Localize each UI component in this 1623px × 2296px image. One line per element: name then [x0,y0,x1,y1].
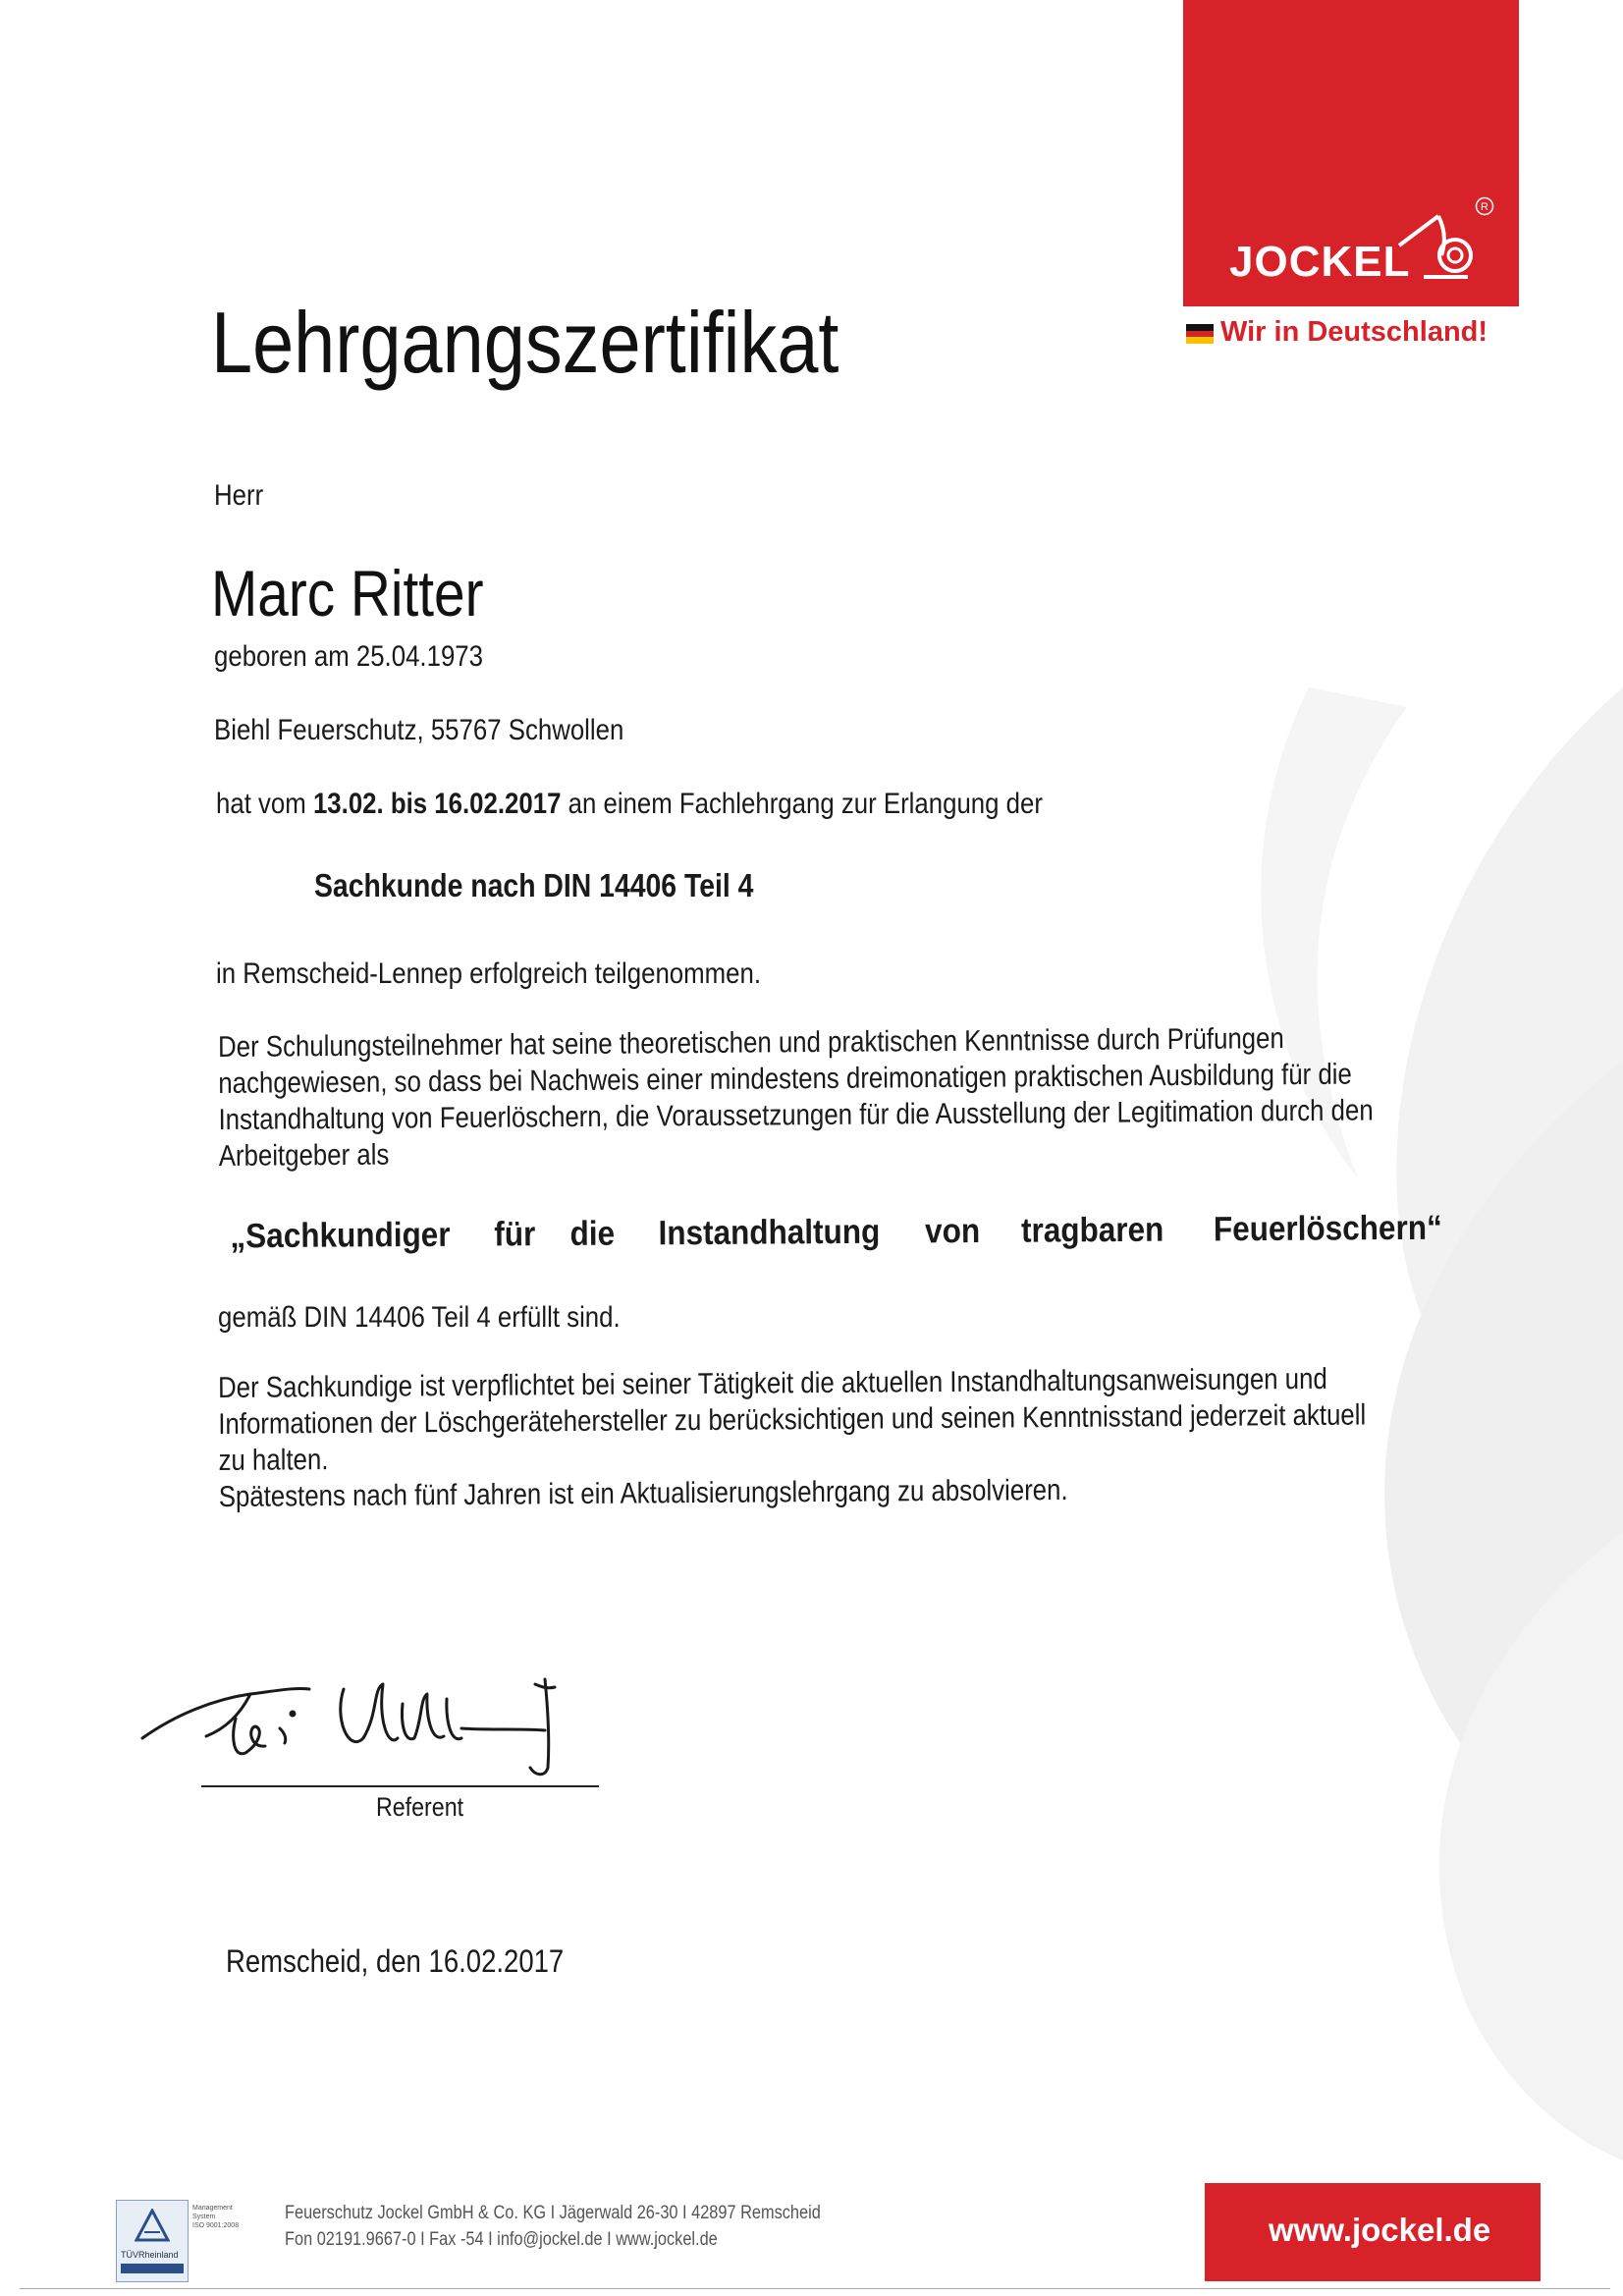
handwritten-signature [137,1660,628,1787]
course-suffix: an einem Fachlehrgang zur Erlangung der [561,788,1043,820]
title-word: die [569,1214,615,1253]
course-to-date: 16.02.2017 [434,788,562,820]
german-flag-icon [1186,324,1214,344]
certificate-title: Lehrgangszertifikat [211,294,839,391]
paragraph-line: Der Sachkundige ist verpflichtet bei seiner Tätigkeit die aktuellen Instandhaltungsanweisungen und [218,1362,1327,1404]
management-system-text [192,2204,239,2230]
footer-address [285,2200,821,2253]
mgmt-line: ISO 9001:2008 [192,2222,240,2229]
paragraph-line: zu halten. [218,1444,329,1477]
brand-logo-text: JOCKEL [1229,238,1411,286]
footer-website-link[interactable]: www.jockel.de [1269,2212,1491,2248]
paragraph-line: Spätestens nach fünf Jahren ist ein Aktualisierungslehrgang zu absolvieren. [218,1473,1068,1513]
signature-line [201,1785,599,1787]
mgmt-line: System [192,2214,216,2220]
title-word: von [925,1211,981,1251]
paragraph-line: Instandhaltung von Feuerlöschern, die Voraussetzungen für die Ausstellung der Legitimation durch den [218,1094,1374,1136]
title-word: tragbaren [1020,1210,1164,1250]
jockel-logo-icon [1394,196,1483,285]
place-date: Remscheid, den 16.02.2017 [226,1943,565,1979]
recipient-name: Marc Ritter [211,557,484,629]
title-word: „Sachkundiger [230,1215,451,1256]
paragraph-line: Informationen der Löschgerätehersteller zu berücksichtigen und seinen Kenntnisstand jederzeit aktuell [218,1398,1367,1441]
course-prefix: hat vom [216,788,313,820]
norm-line: gemäß DIN 14406 Teil 4 erfüllt sind. [218,1301,621,1334]
birth-date: geboren am 25.04.1973 [214,640,483,673]
brand-slogan: Wir in Deutschland! [1220,316,1488,348]
svg-text:R: R [1481,201,1488,213]
tuv-triangle-icon [135,2209,170,2242]
tuv-certification-badge [116,2200,258,2280]
title-word: Feuerlöschern“ [1214,1208,1443,1249]
recipient-company: Biehl Feuerschutz, 55767 Schwollen [214,714,624,746]
footer-contact-line: Fon 02191.9667-0 I Fax -54 I info@jockel.de I www.jockel.de [285,2229,718,2250]
paragraph-line: Arbeitgeber als [218,1138,390,1173]
course-from-date: 13.02. [312,788,384,820]
signature-role: Referent [376,1792,464,1822]
tuv-logo-box [116,2200,189,2282]
body-paragraph-1 [218,1019,1374,1175]
registered-mark-icon [1475,196,1494,216]
footer-address-line: Feuerschutz Jockel GmbH & Co. KG I Jägerwald 26-30 I 42897 Remscheid [285,2203,821,2223]
paragraph-line: nachgewiesen, so dass bei Nachweis einer mindestens dreimonatigen praktischen Ausbildung für die [218,1058,1352,1100]
paragraph-line: Der Schulungsteilnehmer hat seine theoretischen und praktischen Kenntnisse durch Prüfungen [218,1022,1284,1064]
qualification-title: Sachkunde nach DIN 14406 Teil 4 [314,867,754,903]
tuv-label: TÜVRheinland [121,2250,179,2260]
tuv-bar [121,2264,184,2273]
title-word: Instandhaltung [658,1212,881,1253]
course-dates-line [216,788,1043,821]
mgmt-line: Management [192,2205,233,2212]
title-word: für [494,1215,536,1254]
salutation: Herr [214,479,264,512]
body-paragraph-2 [218,1361,1367,1515]
location-line: in Remscheid-Lennep erfolgreich teilgenommen. [216,957,762,990]
footer-rule [20,2288,1610,2289]
course-mid: bis [383,788,435,820]
